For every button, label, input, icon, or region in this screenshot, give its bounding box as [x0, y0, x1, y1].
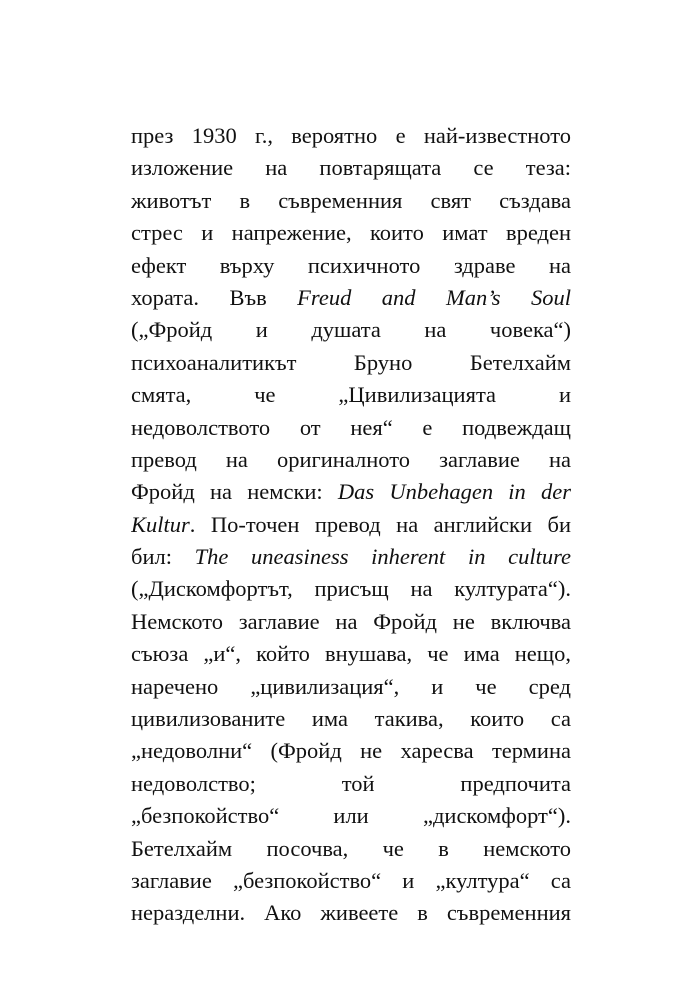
- text-line: [131, 800, 571, 832]
- text-segment: психоаналитикът Бруно Бетелхайм: [131, 349, 571, 375]
- text-segment: недоволството от нея“ е подвеждащ: [131, 414, 571, 440]
- text-line: [131, 476, 571, 508]
- text-segment: („Фройд и душата на човека“): [131, 317, 571, 343]
- text-segment: недоволство; той предпочита: [131, 770, 571, 796]
- text-segment: „недоволни“ (Фройд не харесва термина: [131, 738, 571, 764]
- text-segment: заглавие „безпокойство“ и „култура“ са: [131, 867, 571, 893]
- text-segment: цивилизованите има такива, които са: [131, 706, 571, 732]
- text-line: [131, 638, 571, 670]
- text-line: [131, 897, 571, 929]
- text-segment: превод на оригиналното заглавие на: [131, 446, 571, 472]
- text-line: [131, 865, 571, 897]
- text-line: [131, 768, 571, 800]
- text-line: [131, 444, 571, 476]
- italic-title-text: The uneasiness inherent in culture: [194, 544, 571, 570]
- text-line: [131, 152, 571, 184]
- text-segment: изложение на повтарящата се теза:: [131, 155, 571, 181]
- text-line: [131, 412, 571, 444]
- text-segment: наречено „цивилизация“, и че сред: [131, 673, 571, 699]
- text-segment: смята, че „Цивилизацията и: [131, 382, 571, 408]
- text-segment: хората. Във: [131, 284, 298, 310]
- text-line: [131, 250, 571, 282]
- italic-title-text: Freud and Man’s Soul: [297, 284, 571, 310]
- text-segment: ефект върху психичното здраве на: [131, 252, 571, 278]
- text-segment: Фройд на немски:: [131, 479, 338, 505]
- text-segment: бил:: [131, 544, 195, 570]
- text-line: [131, 833, 571, 865]
- text-line: [131, 185, 571, 217]
- text-line: [131, 379, 571, 411]
- text-line: [131, 573, 571, 605]
- text-segment: Бетелхайм посочва, че в немското: [131, 835, 571, 861]
- text-segment: („Дискомфортът, присъщ на културата“).: [131, 576, 571, 602]
- italic-title-text: Das Unbehagen in der: [337, 479, 571, 505]
- text-line: [131, 314, 571, 346]
- text-segment: през 1930 г., вероятно е най-известното: [131, 123, 571, 148]
- text-line: [131, 217, 571, 249]
- text-segment: стрес и напрежение, които имат вреден: [131, 220, 571, 246]
- text-line: [131, 120, 571, 152]
- text-line: [131, 606, 571, 638]
- text-line: [131, 541, 571, 573]
- text-line: [131, 671, 571, 703]
- text-segment: неразделни. Ако живеете в съвременния: [131, 900, 571, 926]
- text-line: [131, 282, 571, 314]
- text-segment: „безпокойство“ или „дискомфорт“).: [131, 803, 571, 829]
- text-line: [131, 509, 571, 541]
- text-line: [131, 347, 571, 379]
- body-text: [131, 120, 571, 930]
- text-segment: Немското заглавие на Фройд не включва: [131, 608, 571, 634]
- text-line: [131, 735, 571, 767]
- text-segment: съюза „и“, който внушава, че има нещо,: [131, 641, 571, 667]
- text-segment: животът в съвременния свят създава: [131, 187, 571, 213]
- text-segment: . По-точен превод на английски би: [189, 511, 571, 537]
- italic-title-text: Kultur: [131, 511, 190, 537]
- text-line: [131, 703, 571, 735]
